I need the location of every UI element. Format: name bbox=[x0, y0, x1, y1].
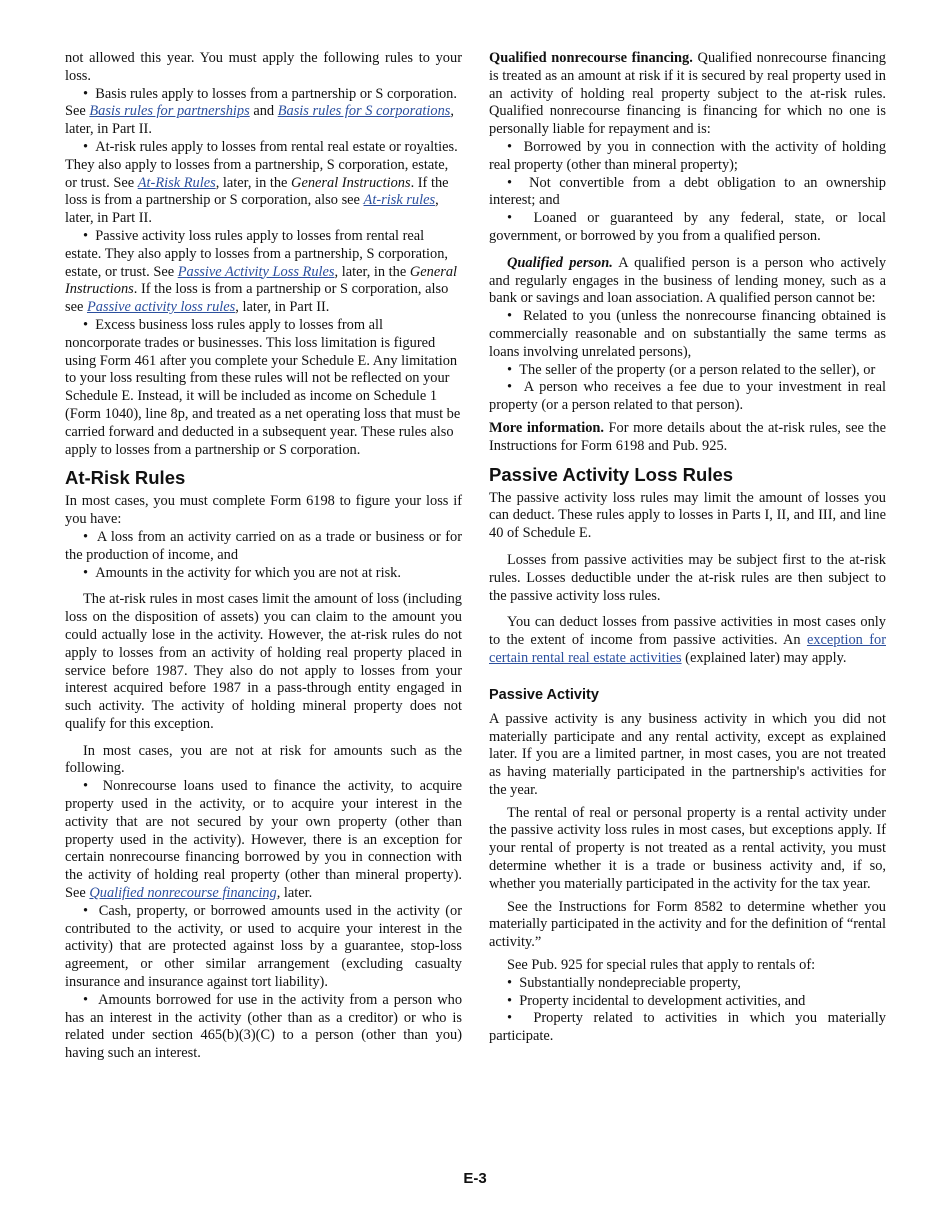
page-number: E-3 bbox=[463, 1170, 487, 1187]
heading-passive-activity-loss-rules: Passive Activity Loss Rules bbox=[489, 463, 734, 485]
qnf-bullet-2: • Not convertible from a debt obligation to an ownership interest; and bbox=[489, 175, 886, 211]
passive-activity-paragraph-4: See Pub. 925 for special rules that apply to rentals of: bbox=[507, 957, 816, 974]
link-passive-activity-loss-rules-part2[interactable]: Passive activity loss rules bbox=[86, 299, 236, 316]
link-at-risk-rules-part2[interactable]: At-risk rules bbox=[363, 192, 436, 209]
at-risk-bullet-1: • A loss from an activity carried on as a trade or business or for the production of income, and bbox=[65, 529, 462, 565]
intro-paragraph: not allowed this year. You must apply the following rules to your loss. bbox=[65, 50, 462, 84]
qp-bullet-1: • Related to you (unless the nonrecourse financing obtained is commercially reasonable and on substantially the same terms as loans involving unrelated persons), bbox=[489, 308, 886, 361]
link-qualified-nonrecourse-financing[interactable]: Qualified nonrecourse financing bbox=[89, 885, 277, 902]
rental-bullet-3: • Property related to activities in which you materially participate. bbox=[489, 1010, 886, 1046]
heading-at-risk-rules: At-Risk Rules bbox=[65, 467, 186, 489]
qualified-person-paragraph: Qualified person. A qualified person is a person who actively and regularly engages in the business of lending money, such as a bank or savings and loan association. A qualified person cannot be: bbox=[489, 254, 887, 307]
link-at-risk-rules[interactable]: At-Risk Rules bbox=[137, 174, 216, 191]
passive-activity-paragraph-3: See the Instructions for Form 8582 to determine whether you materially participated in the activity and for the definition of “rental activity.” bbox=[489, 898, 886, 951]
qnf-bullet-3: • Loaned or guaranteed by any federal, state, or local government, or borrowed by you from a qualified person. bbox=[489, 210, 886, 246]
qp-bullet-2: • The seller of the property (or a person related to the seller), or bbox=[489, 362, 886, 380]
link-exception-rental-real-estate[interactable]: exception for certain rental real estate activities bbox=[489, 632, 886, 666]
qnf-bullet-1: • Borrowed by you in connection with the activity of holding real property (other than mineral property); bbox=[489, 139, 886, 175]
palr-paragraph-3: You can deduct losses from passive activities in most cases only to the extent of income from passive activities. An exception for certain rental real estate activities (explained later) may apply. bbox=[489, 614, 886, 666]
passive-activity-paragraph-2: The rental of real or personal property is a rental activity under the passive activity loss rules in most cases, but exceptions apply. If your rental of property is not treated as a rental activity, you must determine whether it is a trade or business activity and, if so, whether you materially participated in the activity for the tax year. bbox=[489, 804, 886, 892]
at-risk-paragraph-3: In most cases, you are not at risk for amounts such as the following. bbox=[65, 742, 462, 777]
qualified-nonrecourse-paragraph: Qualified nonrecourse financing. Qualified nonrecourse financing is treated as an amount at risk if it is secured by real property used in an activity of holding real property subject to the at-risk rules. Qualified nonrecourse financing is financing for which no one is personally liable for repayment and is: bbox=[489, 50, 886, 138]
passive-activity-paragraph-1: A passive activity is any business activity in which you did not materially participate and any rental activity, except as explained later. If you are a limited partner, in most cases, you are not treated as having materially participated in the partnership's activities for the year. bbox=[489, 710, 886, 798]
bullet-passive-activity-rules: • Passive activity loss rules apply to losses from rental real estate. They also apply to losses from a partnership, S corporation, estate, or trust. See Passive Activity Loss Rules, later, in the General Instructions. If the loss is from a partnership or S corporation, also see Passive activity loss rules, later, in Part II. bbox=[65, 228, 462, 317]
not-at-risk-bullet-nonrecourse: • Nonrecourse loans used to finance the activity, to acquire property used in the activity, or to acquire your interest in the activity that are not secured by your own property (other than property used in the activity). However, there is an exception for certain nonrecourse financing borrowed by you in connection with the activity of holding real property (other than mineral property). See Qualified nonrecourse financing, later. bbox=[65, 778, 462, 903]
qp-bullet-3: • A person who receives a fee due to your investment in real property (or a person related to that person). bbox=[489, 379, 886, 415]
more-information-paragraph: More information. For more details about the at-risk rules, see the Instructions for Form 6198 and Pub. 925. bbox=[489, 419, 886, 454]
right-column bbox=[489, 50, 886, 1046]
palr-paragraph-1: The passive activity loss rules may limit the amount of losses you can deduct. These rules apply to losses in Parts I, II, and III, and line 40 of Schedule E. bbox=[489, 489, 886, 542]
at-risk-bullet-2: • Amounts in the activity for which you are not at risk. bbox=[65, 565, 462, 583]
link-passive-activity-loss-rules[interactable]: Passive Activity Loss Rules bbox=[177, 263, 335, 280]
at-risk-paragraph-1: In most cases, you must complete Form 6198 to figure your loss if you have: bbox=[65, 493, 462, 528]
link-basis-rules-s-corporations[interactable]: Basis rules for S corporations bbox=[277, 103, 451, 120]
not-at-risk-bullet-borrowed: • Amounts borrowed for use in the activity from a person who has an interest in the activity (other than as a creditor) or who is related under section 465(b)(3)(C) to a person (other than you) having such an interest. bbox=[65, 992, 462, 1063]
rental-bullet-2: • Property incidental to development activities, and bbox=[489, 993, 886, 1011]
bullet-basis-rules: • Basis rules apply to losses from a partnership or S corporation. See Basis rules for partnerships and Basis rules for S corporations, later, in Part II. bbox=[65, 86, 462, 139]
bullet-excess-business-loss: • Excess business loss rules apply to losses from all noncorporate trades or businesses. This loss limitation is figured using Form 461 after you complete your Schedule E. Any limitation to your loss resulting from these rules will not be reflected on your Schedule E. Instead, it will be included as income on Schedule 1 (Form 1040), line 8p, and treated as a net operating loss that must be carried forward and deducted in a subsequent year. These rules also apply to losses from a partnership or S corporation. bbox=[65, 317, 462, 459]
palr-paragraph-2: Losses from passive activities may be subject first to the at-risk rules. Losses deductible under the at-risk rules are then subject to the passive activity loss rules. bbox=[489, 551, 886, 604]
heading-passive-activity: Passive Activity bbox=[489, 686, 599, 703]
at-risk-paragraph-2: The at-risk rules in most cases limit the amount of loss (including loss on the disposition of assets) you can claim to the amount you could actually lose in the activity. However, the at-risk rules do not apply to losses from an activity of holding real property placed in service before 1987. They also do not apply to losses from your interest acquired before 1987 in a pass-through entity engaged in such activity. The activity of holding mineral property does not qualify for this exception. bbox=[65, 591, 462, 732]
rental-bullet-1: • Substantially nondepreciable property, bbox=[489, 975, 886, 993]
link-basis-rules-partnerships[interactable]: Basis rules for partnerships bbox=[89, 103, 250, 120]
bullet-at-risk-rules: • At-risk rules apply to losses from rental real estate or royalties. They also apply to losses from a partnership, S corporation, estate, or trust. See At-Risk Rules, later, in the General Instructions. If the loss is from a partnership or S corporation, also see At-risk rules, later, in Part II. bbox=[65, 139, 462, 228]
left-column bbox=[65, 50, 462, 1063]
not-at-risk-bullet-cash: • Cash, property, or borrowed amounts used in the activity (or contributed to the activity, or used to acquire your interest in the activity) that are protected against loss by a guarantee, stop-loss agreement, or other similar arrangement (excluding casualty insurance and insurance against tort liability). bbox=[65, 903, 462, 992]
